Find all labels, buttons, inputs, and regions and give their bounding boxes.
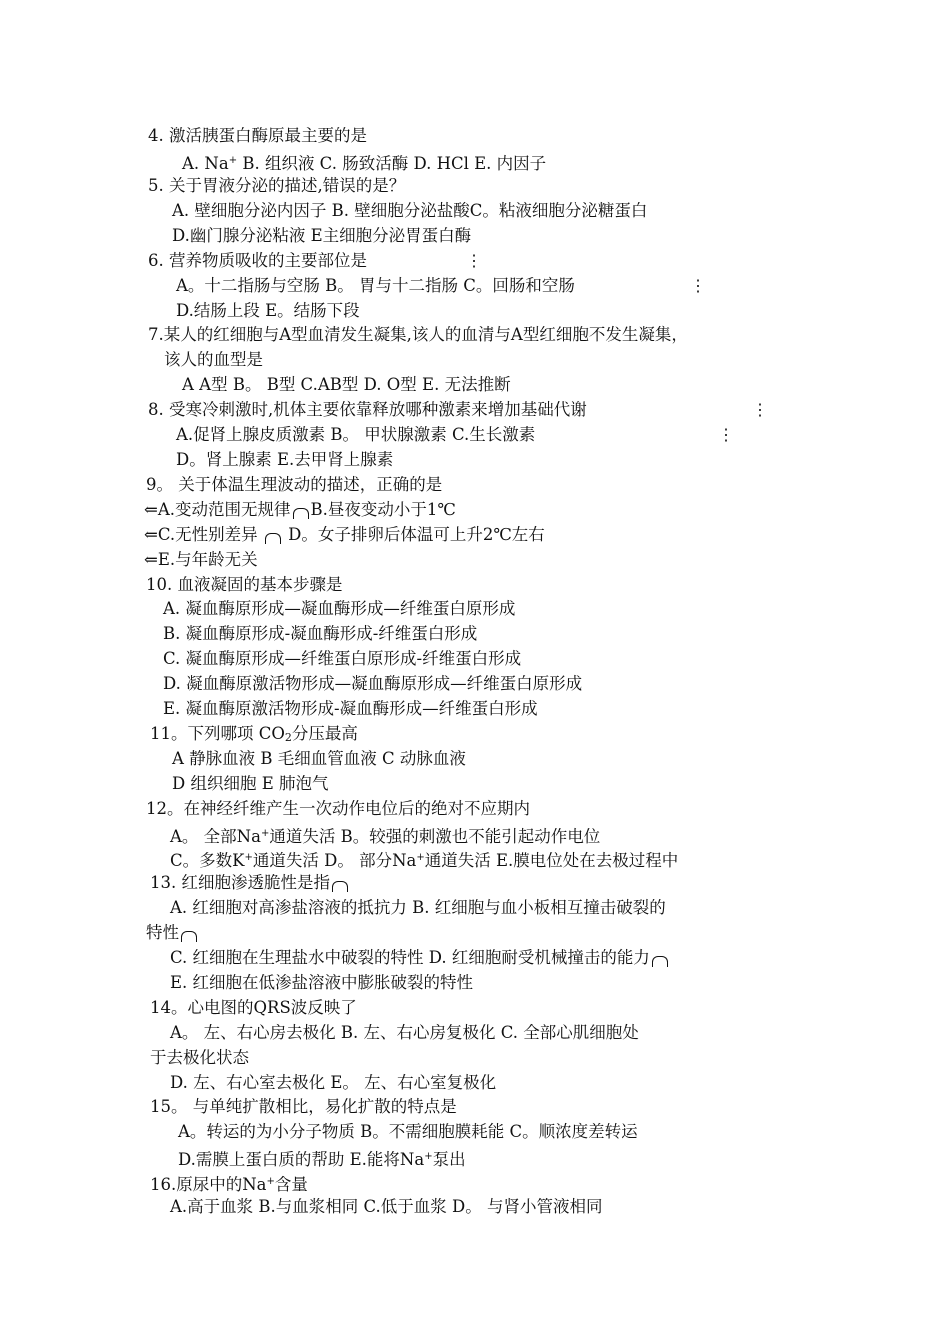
- bracket-mark-icon: [652, 956, 668, 967]
- text-line: 9。 关于体温生理波动的描述，正确的是: [146, 475, 443, 494]
- text-run: 泵出: [432, 1150, 466, 1169]
- text-line: 4. 激活胰蛋白酶原最主要的是: [148, 126, 367, 145]
- text-line: [150, 723, 358, 749]
- text-line: A。十二指肠与空肠 B。 胃与十二指肠 C。回肠和空肠: [176, 276, 575, 295]
- superscript: +: [424, 1151, 433, 1162]
- text-line: D。肾上腺素 E.去甲肾上腺素: [176, 450, 394, 469]
- text-line: E. 红细胞在低渗盐溶液中膨胀破裂的特性: [170, 973, 474, 992]
- text-line: 于去极化状态: [150, 1048, 249, 1067]
- superscript: +: [416, 852, 425, 863]
- bracket-mark-icon: [332, 881, 348, 892]
- text-run: D.需膜上蛋白质的帮助 E.能将Na: [178, 1150, 425, 1169]
- text-line: A. 壁细胞分泌内因子 B. 壁细胞分泌盐酸C。粘液细胞分泌糖蛋白: [172, 201, 648, 220]
- text-line: [146, 922, 199, 944]
- vertical-dots-mark: ⋮: [718, 425, 734, 444]
- bracket-mark-icon: [181, 931, 197, 942]
- text-line: [150, 1171, 308, 1196]
- text-line: D 组织细胞 E 肺泡气: [172, 774, 329, 793]
- text-line: A。 左、右心房去极化 B. 左、右心房复极化 C. 全部心肌细胞处: [170, 1023, 639, 1042]
- text-run: A。 全部Na: [170, 827, 261, 846]
- text-line: A. 红细胞对高渗盐溶液的抵抗力 B. 红细胞与血小板相互撞击破裂的: [170, 898, 666, 917]
- text-line: C. 凝血酶原形成—纤维蛋白原形成-纤维蛋白形成: [163, 649, 522, 668]
- text-run: ⇐A.变动范围无规律: [144, 500, 291, 519]
- text-run: 16.原尿中的Na: [150, 1175, 267, 1194]
- text-line: 7.某人的红细胞与A型血清发生凝集,该人的血清与A型红细胞不发生凝集，: [148, 325, 688, 344]
- text-run: 通道失活 D。 部分Na: [252, 851, 417, 870]
- text-line: 6. 营养物质吸收的主要部位是: [148, 251, 367, 270]
- text-line: B. 凝血酶原形成-凝血酶形成-纤维蛋白形成: [163, 624, 478, 643]
- text-line: E. 凝血酶原激活物形成-凝血酶形成—纤维蛋白形成: [163, 699, 538, 718]
- bracket-mark-icon: [293, 508, 309, 519]
- text-line: [178, 1146, 466, 1171]
- vertical-dots-mark: ⋮: [752, 400, 768, 419]
- text-line: [144, 499, 456, 521]
- text-line: [170, 823, 600, 848]
- text-line: [150, 872, 350, 894]
- text-run: 通道失活 E.膜电位处在去极过程中: [424, 851, 679, 870]
- text-line: 8. 受寒冷刺激时,机体主要依靠释放哪种激素来增加基础代谢: [148, 400, 587, 419]
- text-run: 分压最高: [291, 724, 358, 743]
- superscript: +: [244, 852, 253, 863]
- text-line: ⇐E.与年龄无关: [144, 550, 258, 569]
- text-run: A. Na: [182, 154, 229, 173]
- text-line: [144, 524, 545, 546]
- vertical-dots-mark: ⋮: [466, 251, 482, 270]
- text-run: C. 红细胞在生理盐水中破裂的特性 D. 红细胞耐受机械撞击的能力: [170, 948, 650, 967]
- text-run: B.昼夜变动小于1℃: [310, 500, 456, 519]
- text-line: D. 左、右心室去极化 E。 左、右心室复极化: [170, 1073, 497, 1092]
- text-line: [170, 847, 678, 872]
- vertical-dots-mark: ⋮: [690, 276, 706, 295]
- text-line: 10. 血液凝固的基本步骤是: [146, 575, 343, 594]
- text-line: D. 凝血酶原激活物形成—凝血酶原形成—纤维蛋白原形成: [163, 674, 583, 693]
- text-line: 5. 关于胃液分泌的描述,错误的是？: [148, 176, 406, 195]
- bracket-mark-icon: [265, 533, 281, 544]
- text-line: [182, 150, 546, 175]
- superscript: +: [260, 828, 270, 839]
- text-line: 该人的血型是: [164, 350, 263, 369]
- text-run: ⇐C.无性别差异: [144, 525, 263, 544]
- text-line: D.结肠上段 E。结肠下段: [176, 301, 360, 320]
- text-line: 12。在神经纤维产生一次动作电位后的绝对不应期内: [146, 799, 530, 818]
- text-line: A. 凝血酶原形成—凝血酶形成—纤维蛋白原形成: [163, 599, 516, 618]
- superscript: +: [266, 1176, 275, 1187]
- text-line: A。转运的为小分子物质 B。不需细胞膜耗能 C。顺浓度差转运: [178, 1122, 638, 1141]
- text-run: 特性: [146, 923, 179, 942]
- text-line: A.高于血浆 B.与血浆相同 C.低于血浆 D。 与肾小管液相同: [170, 1197, 603, 1216]
- superscript: +: [228, 155, 238, 166]
- text-run: 11。下列哪项 CO: [150, 724, 285, 743]
- text-run: C。多数K: [170, 851, 245, 870]
- text-run: 13. 红细胞渗透脆性是指: [150, 873, 330, 892]
- text-line: [170, 947, 670, 969]
- subscript: 2: [284, 731, 292, 744]
- text-run: B. 组织液 C. 肠致活酶 D. HCl E. 内因子: [237, 154, 547, 173]
- text-line: 14。心电图的QRS波反映了: [150, 998, 357, 1017]
- text-run: 含量: [274, 1175, 308, 1194]
- text-run: 通道失活 B。较强的刺激也不能引起动作电位: [269, 827, 601, 846]
- text-line: A.促肾上腺皮质激素 B。 甲状腺激素 C.生长激素: [176, 425, 536, 444]
- text-line: D.幽门腺分泌粘液 E主细胞分泌胃蛋白酶: [172, 226, 472, 245]
- text-line: A A型 B。 B型 C.AB型 D. O型 E. 无法推断: [182, 375, 511, 394]
- text-line: 15。 与单纯扩散相比，易化扩散的特点是: [150, 1097, 457, 1116]
- text-run: D。女子排卵后体温可上升2℃左右: [282, 525, 545, 544]
- text-line: A 静脉血液 B 毛细血管血液 C 动脉血液: [172, 749, 466, 768]
